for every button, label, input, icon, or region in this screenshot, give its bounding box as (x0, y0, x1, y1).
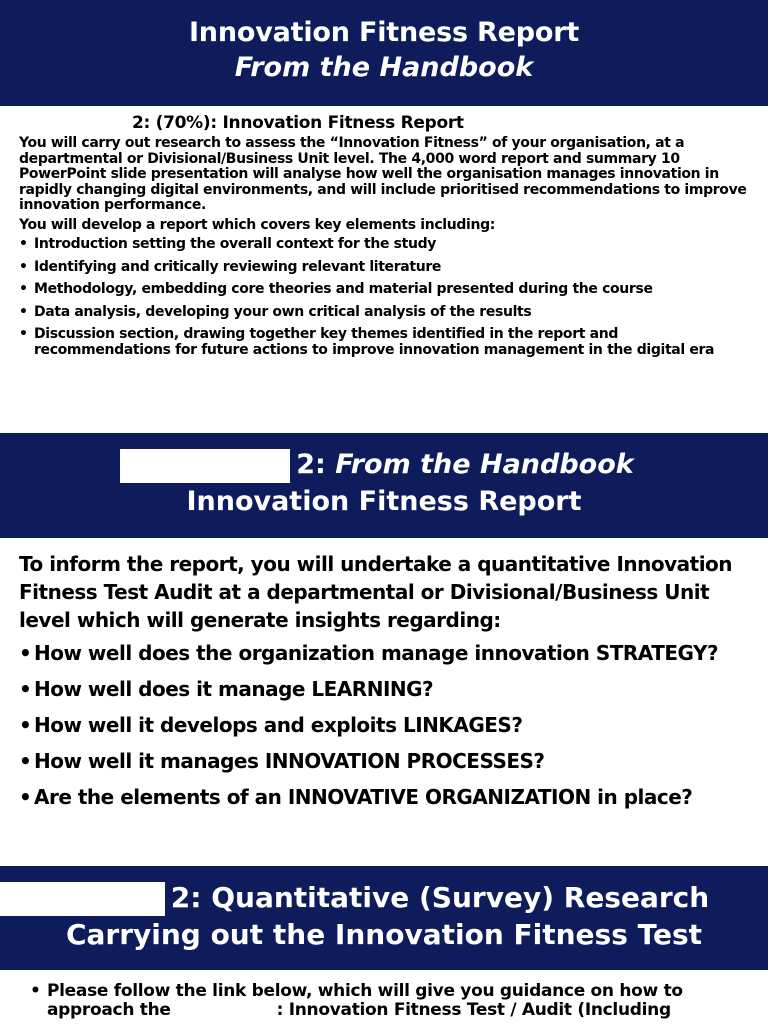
list-item: • Are the elements of an INNOVATIVE ORGANIZATION in place? (19, 784, 759, 811)
list-item: • Identifying and critically reviewing relevant literature (19, 260, 759, 276)
list-item: • How well it develops and exploits LINKAGES? (19, 712, 759, 739)
redaction-box (120, 449, 290, 483)
slide3-bullet-line1: Please follow the link below, which will give you guidance on how to (47, 981, 683, 1001)
list-item: • Data analysis, developing your own critical analysis of the results (19, 305, 759, 321)
slide2-title-italic: From the Handbook (335, 449, 634, 480)
list-item: • How well does it manage LEARNING? (19, 676, 759, 703)
slide3-title-line2: Carrying out the Innovation Fitness Test (65, 918, 703, 951)
slide2-intro: To inform the report, you will undertake a quantitative Innovation Fitness Test Audit at a departmental or Divisional/Business Unit level which will generate insights regarding: (19, 552, 733, 632)
slide3-title (0, 866, 768, 916)
slide3-bullet-line2a: approach the (47, 1000, 171, 1020)
slide1-title-subtitle: From the Handbook (234, 52, 534, 83)
slide1-paragraph-1: You will carry out research to assess the “Innovation Fitness” of your organisation, at a departmental or Divisional/Business Unit level. The 4,000 word report and summary 10 PowerPoint slide presentation will analyse how well the organisation manages innovation in rapidly changing digital environments, and will include prioritised recommendations to improve innovation performance. (19, 135, 747, 213)
slide1-bullet-list (19, 237, 759, 358)
list-item: • Introduction setting the overall context for the study (19, 237, 759, 253)
slide2-title (0, 433, 768, 483)
slide3-bullet-list (30, 982, 750, 1020)
slide1-title-band (0, 0, 768, 106)
slide3-title-band (0, 866, 768, 970)
list-item: • Methodology, embedding core theories and material presented during the course (19, 282, 759, 298)
slide1-title: Innovation Fitness Report (188, 17, 580, 48)
list-item: • How well it manages INNOVATION PROCESSES? (19, 748, 759, 775)
slide2-body (19, 550, 759, 820)
slide1-paragraph-2: You will develop a report which covers key elements including: (19, 216, 495, 233)
redaction-box (0, 882, 165, 916)
slide1-subheading: 2: (70%): Innovation Fitness Report (132, 113, 464, 133)
slide3-bullet-line2b: : Innovation Fitness Test / Audit (Including (276, 1000, 671, 1020)
slide3-body (30, 982, 750, 1020)
list-item: • Discussion section, drawing together key themes identified in the report and recommendations for future actions to improve innovation management in the digital era (19, 327, 759, 358)
slide3-title-text: 2: Quantitative (Survey) Research (170, 881, 710, 914)
slide2-bullet-list (19, 640, 759, 811)
slide2-title-prefix: 2: (296, 449, 336, 480)
slide2-title-band (0, 433, 768, 538)
slide2-title-line2: Innovation Fitness Report (186, 485, 582, 517)
list-item (30, 982, 750, 1020)
slide1-body (19, 113, 759, 365)
list-item: • How well does the organization manage innovation STRATEGY? (19, 640, 759, 667)
